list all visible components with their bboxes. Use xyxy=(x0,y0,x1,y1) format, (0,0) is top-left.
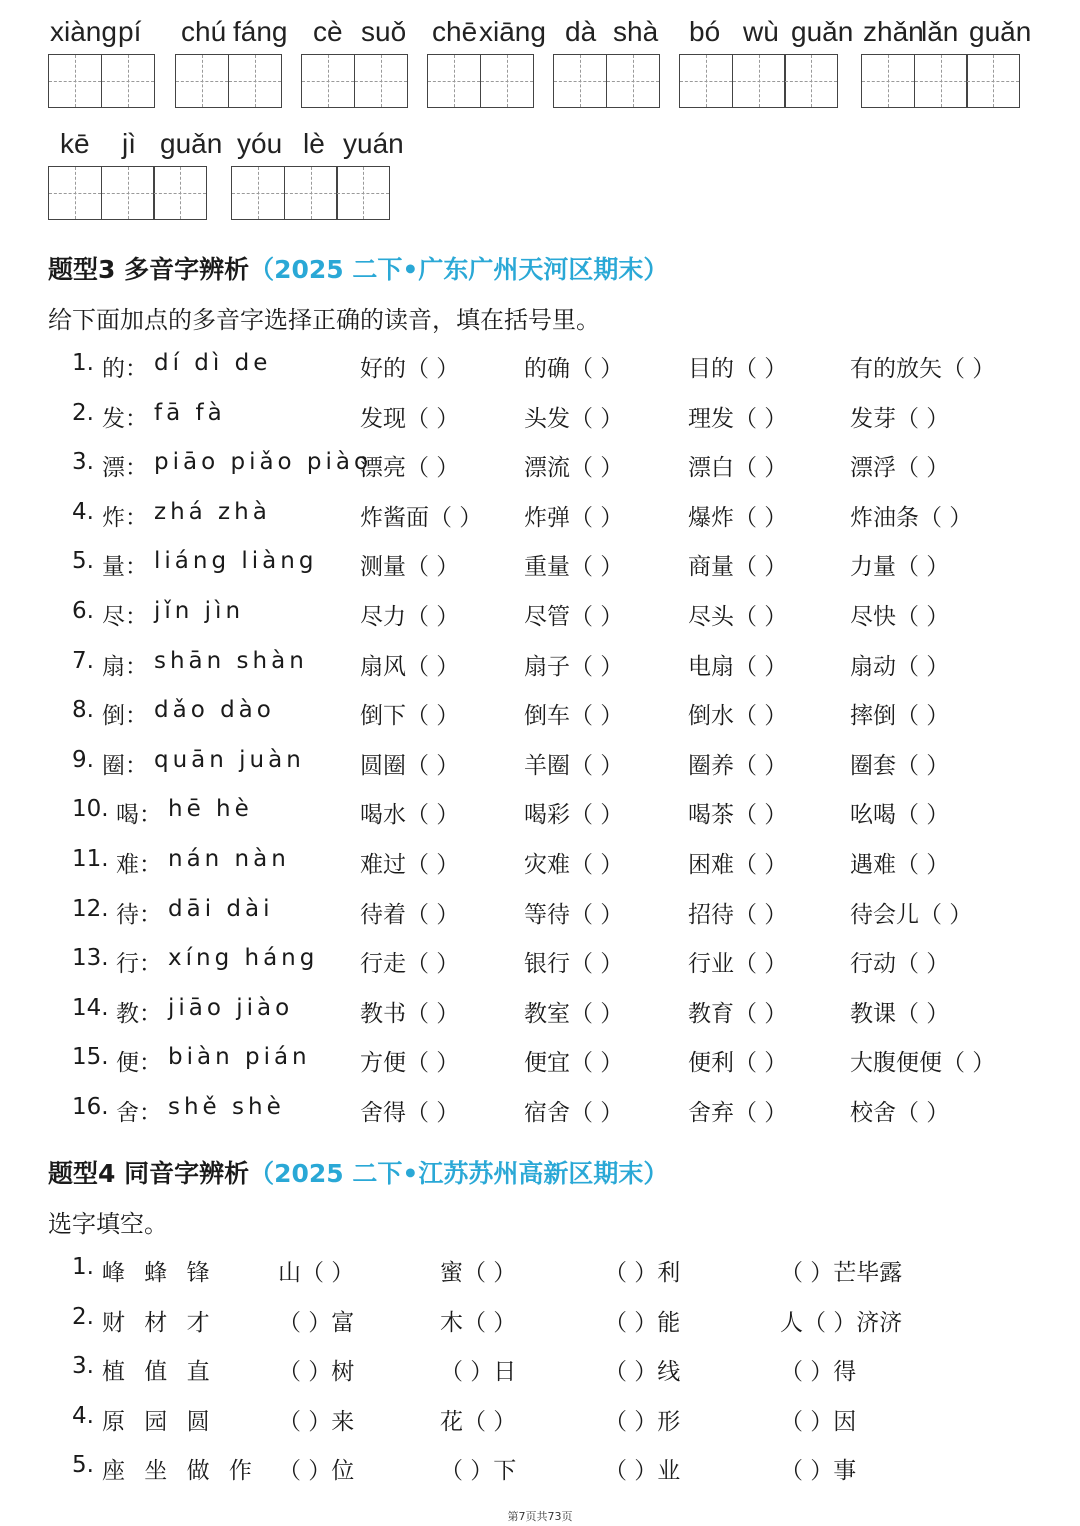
pinyin-syllable: bó xyxy=(689,16,721,47)
question-number: 3. xyxy=(72,449,94,476)
writing-box[interactable] xyxy=(480,54,534,108)
answer-blank[interactable]: 倒下（ ） xyxy=(360,703,460,730)
question-row xyxy=(72,846,1080,886)
fill-blank[interactable]: （ ）能 xyxy=(604,1309,681,1336)
answer-blank[interactable]: 等待（ ） xyxy=(524,901,624,928)
fill-blank[interactable]: （ ）因 xyxy=(780,1408,857,1435)
question-row xyxy=(72,697,1080,737)
section4-source: （2025 二下•江苏苏州高新区期末） xyxy=(249,1159,669,1188)
answer-blank[interactable]: 难过（ ） xyxy=(360,852,460,878)
fill-blank[interactable]: （ ）日 xyxy=(440,1359,517,1386)
answer-blank[interactable]: 扇风（ ） xyxy=(360,653,460,680)
answer-blank[interactable]: 校舍（ ） xyxy=(850,1100,950,1126)
answer-blank[interactable]: 尽头（ ） xyxy=(688,604,788,630)
answer-blank[interactable]: 发芽（ ） xyxy=(850,405,950,432)
question-number: 5. xyxy=(72,548,94,575)
question-number: 9. xyxy=(72,746,94,773)
answer-blank[interactable]: 漂白（ ） xyxy=(688,455,788,482)
writing-box[interactable] xyxy=(48,166,102,220)
reading-options: hē hè xyxy=(168,796,253,823)
answer-blank[interactable]: 行走（ ） xyxy=(360,951,460,978)
answer-blank[interactable]: 尽管（ ） xyxy=(524,604,624,630)
answer-blank[interactable]: 行业（ ） xyxy=(688,951,788,978)
pinyin-syllable: fáng xyxy=(233,16,288,47)
answer-blank[interactable]: 大腹便便（ ） xyxy=(850,1050,996,1077)
pinyin-syllable: zhǎn xyxy=(863,16,924,47)
answer-blank[interactable]: 商量（ ） xyxy=(688,554,788,581)
pinyin-syllable: xiàng xyxy=(50,16,117,47)
reading-options: nán nàn xyxy=(168,846,290,872)
question-number: 10. xyxy=(72,796,109,823)
answer-blank[interactable]: 的确（ ） xyxy=(524,356,624,382)
answer-blank[interactable]: 漂浮（ ） xyxy=(850,455,950,482)
question-number: 7. xyxy=(72,647,94,674)
fill-blank[interactable]: （ ）位 xyxy=(278,1458,355,1485)
polyphone-char: 的： xyxy=(102,356,148,382)
question-number: 4. xyxy=(72,498,94,525)
fill-blank[interactable]: （ ）线 xyxy=(604,1359,681,1386)
writing-box[interactable] xyxy=(101,166,155,220)
answer-blank[interactable]: 宿舍（ ） xyxy=(524,1100,624,1126)
answer-blank[interactable]: 便宜（ ） xyxy=(524,1050,624,1077)
answer-blank[interactable]: 羊圈（ ） xyxy=(524,752,624,779)
homophone-chars: 峰 蜂 锋 xyxy=(102,1260,216,1286)
answer-blank[interactable]: 尽力（ ） xyxy=(360,604,460,630)
answer-blank[interactable]: 发现（ ） xyxy=(360,405,460,432)
polyphone-char: 教： xyxy=(116,1000,162,1027)
pinyin-syllable: yóu xyxy=(237,128,283,159)
question-number: 3. xyxy=(72,1353,94,1380)
writing-box[interactable] xyxy=(732,54,786,108)
answer-blank[interactable]: 教室（ ） xyxy=(524,1000,624,1027)
answer-blank[interactable]: 倒车（ ） xyxy=(524,703,624,730)
pinyin-syllable: guǎn xyxy=(969,16,1032,47)
answer-blank[interactable]: 教书（ ） xyxy=(360,1000,460,1027)
question-row xyxy=(72,648,1080,688)
question-number: 13. xyxy=(72,945,109,972)
answer-blank[interactable]: 教课（ ） xyxy=(850,1000,950,1027)
polyphone-char: 炸： xyxy=(102,504,148,531)
writing-box[interactable] xyxy=(966,54,1020,108)
writing-box[interactable] xyxy=(175,54,229,108)
polyphone-char: 尽： xyxy=(102,604,148,630)
fill-blank[interactable]: （ ）树 xyxy=(278,1359,355,1386)
section4-title-text: 题型4 同音字辨析 xyxy=(48,1159,250,1188)
page-footer: 第7页共73页 xyxy=(507,1510,573,1523)
writing-box[interactable] xyxy=(231,166,285,220)
pinyin-syllable: yuán xyxy=(343,128,404,159)
polyphone-char: 量： xyxy=(102,554,148,581)
reading-options: quān juàn xyxy=(154,746,305,773)
pinyin-row-1 xyxy=(0,0,1080,112)
question-number: 16. xyxy=(72,1094,109,1120)
pinyin-syllable: chē xyxy=(432,16,478,47)
answer-blank[interactable]: 扇子（ ） xyxy=(524,653,624,680)
polyphone-char: 圈： xyxy=(102,752,148,779)
reading-options: jiāo jiào xyxy=(168,994,294,1021)
fill-blank[interactable]: （ ）事 xyxy=(780,1458,857,1485)
answer-blank[interactable]: 圆圈（ ） xyxy=(360,752,460,779)
answer-blank[interactable]: 漂流（ ） xyxy=(524,455,624,482)
writing-box[interactable] xyxy=(153,166,207,220)
answer-blank[interactable]: 喝茶（ ） xyxy=(688,802,788,829)
writing-box[interactable] xyxy=(354,54,408,108)
polyphone-char: 喝： xyxy=(116,802,162,829)
writing-box[interactable] xyxy=(914,54,968,108)
answer-blank[interactable]: 力量（ ） xyxy=(850,554,950,581)
fill-blank[interactable]: （ ）形 xyxy=(604,1408,681,1435)
fill-blank[interactable]: （ ）来 xyxy=(278,1408,355,1435)
question-row xyxy=(72,499,1080,539)
pinyin-syllable: lǎn xyxy=(921,16,959,47)
pinyin-syllable: chú xyxy=(181,16,227,47)
question-number: 14. xyxy=(72,994,109,1021)
reading-options: fā fà xyxy=(154,399,226,426)
question-number: 15. xyxy=(72,1044,109,1071)
pinyin-syllable: suǒ xyxy=(361,16,407,47)
question-row xyxy=(72,945,1080,985)
homophone-chars: 财 材 才 xyxy=(102,1309,216,1336)
answer-blank[interactable]: 测量（ ） xyxy=(360,554,460,581)
fill-blank[interactable]: （ ）富 xyxy=(278,1309,355,1336)
pinyin-syllable: jì xyxy=(122,128,136,159)
question-row xyxy=(72,1353,1080,1393)
answer-blank[interactable]: 招待（ ） xyxy=(688,901,788,928)
pinyin-syllable: cè xyxy=(313,16,343,47)
question-row xyxy=(72,1403,1080,1443)
reading-options: dāi dài xyxy=(168,895,274,922)
pinyin-syllable: shà xyxy=(613,16,659,47)
section3-source: （2025 二下•广东广州天河区期末） xyxy=(249,255,669,284)
answer-blank[interactable]: 方便（ ） xyxy=(360,1050,460,1077)
answer-blank[interactable]: 摔倒（ ） xyxy=(850,703,950,730)
writing-box[interactable] xyxy=(48,54,102,108)
writing-box[interactable] xyxy=(606,54,660,108)
answer-blank[interactable]: 炸弹（ ） xyxy=(524,504,624,531)
question-number: 5. xyxy=(72,1452,94,1479)
section3-title xyxy=(48,250,668,286)
fill-blank[interactable]: （ ）下 xyxy=(440,1458,517,1485)
answer-blank[interactable]: 有的放矢（ ） xyxy=(850,356,996,382)
polyphone-char: 扇： xyxy=(102,653,148,680)
question-number: 1. xyxy=(72,350,94,376)
answer-blank[interactable]: 扇动（ ） xyxy=(850,653,950,680)
section3-instruction: 给下面加点的多音字选择正确的读音，填在括号里。 xyxy=(48,306,600,334)
reading-options: zhá zhà xyxy=(154,498,271,525)
writing-box[interactable] xyxy=(101,54,155,108)
answer-blank[interactable]: 爆炸（ ） xyxy=(688,504,788,531)
fill-blank[interactable]: （ ）得 xyxy=(780,1359,857,1386)
pinyin-syllable: wù xyxy=(743,16,779,47)
pinyin-syllable: guǎn xyxy=(160,128,223,159)
question-row xyxy=(72,896,1080,936)
reading-options: shān shàn xyxy=(154,647,308,674)
answer-blank[interactable]: 喝水（ ） xyxy=(360,802,460,829)
question-row xyxy=(72,1254,1080,1294)
polyphone-char: 舍： xyxy=(116,1100,162,1126)
answer-blank[interactable]: 舍得（ ） xyxy=(360,1100,460,1126)
answer-blank[interactable]: 便利（ ） xyxy=(688,1050,788,1077)
section4-instruction: 选字填空。 xyxy=(48,1210,168,1238)
answer-blank[interactable]: 喝彩（ ） xyxy=(524,802,624,829)
reading-options: dí dì de xyxy=(154,350,272,376)
writing-box[interactable] xyxy=(861,54,915,108)
question-number: 2. xyxy=(72,399,94,426)
reading-options: liáng liàng xyxy=(154,548,318,575)
reading-options: jǐn jìn xyxy=(154,598,245,624)
answer-blank[interactable]: 目的（ ） xyxy=(688,356,788,382)
pinyin-syllable: pí xyxy=(118,16,142,47)
fill-blank[interactable]: 人（ ）济济 xyxy=(780,1309,903,1336)
section3-title-text: 题型3 多音字辨析 xyxy=(48,255,250,284)
question-row xyxy=(72,1304,1080,1344)
question-number: 2. xyxy=(72,1303,94,1330)
answer-blank[interactable]: 行动（ ） xyxy=(850,951,950,978)
writing-box[interactable] xyxy=(679,54,733,108)
answer-blank[interactable]: 舍弃（ ） xyxy=(688,1100,788,1126)
pinyin-syllable: xiāng xyxy=(479,16,546,47)
fill-blank[interactable]: 木（ ） xyxy=(440,1309,517,1336)
question-row xyxy=(72,1044,1080,1084)
polyphone-char: 待： xyxy=(116,901,162,928)
answer-blank[interactable]: 教育（ ） xyxy=(688,1000,788,1027)
polyphone-char: 倒： xyxy=(102,703,148,730)
answer-blank[interactable]: 圈养（ ） xyxy=(688,752,788,779)
question-row xyxy=(72,400,1080,440)
fill-blank[interactable]: 蜜（ ） xyxy=(440,1260,517,1286)
homophone-chars: 座 坐 做 作 xyxy=(102,1458,258,1485)
answer-blank[interactable]: 待会儿（ ） xyxy=(850,901,973,928)
reading-options: shě shè xyxy=(168,1094,285,1120)
section4-title xyxy=(48,1154,668,1190)
polyphone-char: 漂： xyxy=(102,455,148,482)
question-number: 12. xyxy=(72,895,109,922)
answer-blank[interactable]: 待着（ ） xyxy=(360,901,460,928)
writing-box[interactable] xyxy=(284,166,338,220)
pinyin-syllable: guǎn xyxy=(791,16,854,47)
answer-blank[interactable]: 圈套（ ） xyxy=(850,752,950,779)
answer-blank[interactable]: 遇难（ ） xyxy=(850,852,950,878)
writing-box[interactable] xyxy=(784,54,838,108)
homophone-chars: 植 值 直 xyxy=(102,1359,216,1386)
pinyin-syllable: kē xyxy=(60,128,90,159)
answer-blank[interactable]: 尽快（ ） xyxy=(850,604,950,630)
question-row xyxy=(72,1094,1080,1134)
fill-blank[interactable]: （ ）芒毕露 xyxy=(780,1260,903,1286)
reading-options: dǎo dào xyxy=(154,697,275,724)
question-row xyxy=(72,995,1080,1035)
answer-blank[interactable]: 炸酱面（ ） xyxy=(360,504,483,531)
writing-box[interactable] xyxy=(301,54,355,108)
polyphone-char: 便： xyxy=(116,1050,162,1077)
pinyin-row-2 xyxy=(0,112,1080,224)
question-row xyxy=(72,350,1080,390)
question-row xyxy=(72,1452,1080,1492)
answer-blank[interactable]: 倒水（ ） xyxy=(688,703,788,730)
reading-options: biàn pián xyxy=(168,1044,311,1071)
reading-options: piāo piǎo piào xyxy=(154,449,373,476)
answer-blank[interactable]: 理发（ ） xyxy=(688,405,788,432)
fill-blank[interactable]: （ ）业 xyxy=(604,1458,681,1485)
polyphone-char: 难： xyxy=(116,852,162,878)
question-row xyxy=(72,747,1080,787)
fill-blank[interactable]: 花（ ） xyxy=(440,1408,517,1435)
writing-box[interactable] xyxy=(336,166,390,220)
writing-box[interactable] xyxy=(228,54,282,108)
writing-box[interactable] xyxy=(427,54,481,108)
polyphone-char: 行： xyxy=(116,951,162,978)
answer-blank[interactable]: 银行（ ） xyxy=(524,951,624,978)
question-number: 4. xyxy=(72,1402,94,1429)
answer-blank[interactable]: 困难（ ） xyxy=(688,852,788,878)
answer-blank[interactable]: 电扇（ ） xyxy=(688,653,788,680)
answer-blank[interactable]: 好的（ ） xyxy=(360,356,460,382)
answer-blank[interactable]: 头发（ ） xyxy=(524,405,624,432)
question-number: 1. xyxy=(72,1254,94,1280)
question-row xyxy=(72,449,1080,489)
writing-box[interactable] xyxy=(553,54,607,108)
answer-blank[interactable]: 漂亮（ ） xyxy=(360,455,460,482)
question-number: 11. xyxy=(72,846,109,872)
answer-blank[interactable]: 重量（ ） xyxy=(524,554,624,581)
question-row xyxy=(72,796,1080,836)
answer-blank[interactable]: 灾难（ ） xyxy=(524,852,624,878)
question-row xyxy=(72,548,1080,588)
fill-blank[interactable]: 山（ ） xyxy=(278,1260,355,1286)
question-number: 6. xyxy=(72,598,94,624)
pinyin-syllable: dà xyxy=(565,16,597,47)
reading-options: xíng háng xyxy=(168,945,319,972)
pinyin-syllable: lè xyxy=(303,128,325,159)
question-row xyxy=(72,598,1080,638)
fill-blank[interactable]: （ ）利 xyxy=(604,1260,681,1286)
homophone-chars: 原 园 圆 xyxy=(102,1408,216,1435)
answer-blank[interactable]: 炸油条（ ） xyxy=(850,504,973,531)
answer-blank[interactable]: 吆喝（ ） xyxy=(850,802,950,829)
question-number: 8. xyxy=(72,697,94,724)
polyphone-char: 发： xyxy=(102,405,148,432)
